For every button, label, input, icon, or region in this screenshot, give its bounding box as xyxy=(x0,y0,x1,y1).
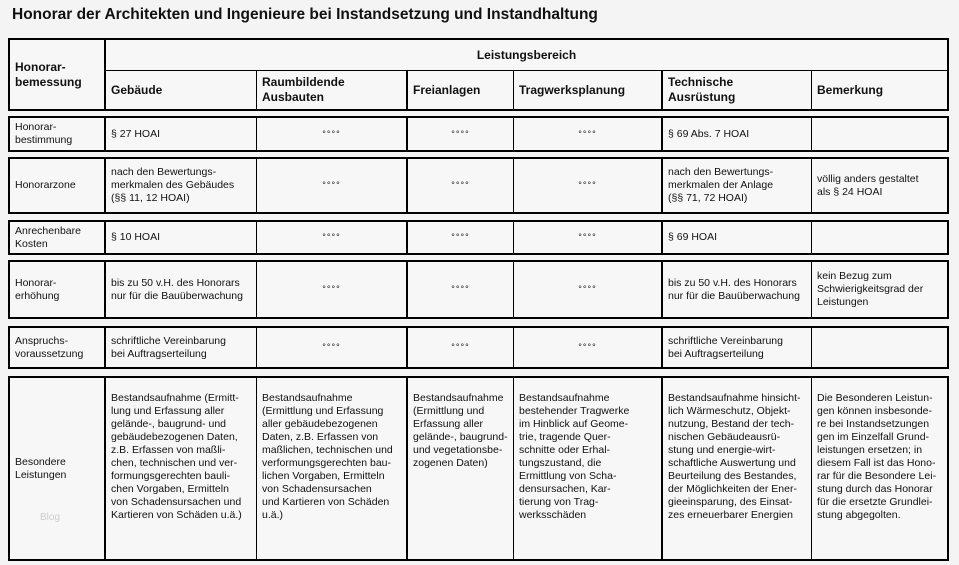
table-cell: Bestandsaufnahme (Ermittlung und Erfassung aller gelände-, baugrund- und vegetationsbe- zogenen Daten) xyxy=(406,378,513,559)
page-title: Honorar der Architekten und Ingenieure bei Instandsetzung und Instandhaltung xyxy=(12,6,598,23)
table-cell: °°°° xyxy=(406,222,513,253)
table-cell: °°°° xyxy=(256,222,406,253)
table-cell xyxy=(811,222,947,253)
row-label-header: Honorar- bemessung xyxy=(10,40,106,109)
table-cell: nach den Bewertungs- merkmalen der Anlage (§§ 71, 72 HOAI) xyxy=(661,159,811,212)
table-cell xyxy=(811,328,947,367)
table-cell: °°°° xyxy=(513,118,661,150)
table-cell: °°°° xyxy=(406,262,513,317)
table-cell: Bestandsaufnahme (Ermittlung und Erfassung aller gebäudebezogenen Daten, z.B. Erfassen von maßlichen, technischen und verformungsgerechten bau- lichen Vorgaben, Ermitteln von Schadensursachen und Kartieren von Schäden u.ä.) xyxy=(256,378,406,559)
table-cell: Die Besonderen Leistun- gen können insbesonde- re bei Instandsetzungen gen im Einzelfall Grund- leistungen ersetzen; in diesem Fall ist das Hono- rar für die Besondere Lei- stung durch das Honorar für die ersetzte Grundlei- stung abgegolten. xyxy=(811,378,947,559)
watermark: Blog xyxy=(40,512,61,523)
table-cell: Bestandsaufnahme (Ermitt- lung und Erfassung aller gelände-, baugrund- und gebäudebezogenen Daten, z.B. Erfassen von maßli- chen, technischen und ver- formungsgerechten bauli- chen Vorgaben, Ermitteln von Schadensursachen und Kartieren von Schäden u.ä.) xyxy=(111,392,242,521)
table-cell: § 27 HOAI xyxy=(111,127,161,140)
table-cell: § 10 HOAI xyxy=(111,231,161,243)
table-cell: völlig anders gestaltet als § 24 HOAI xyxy=(811,159,947,212)
table-cell: bis zu 50 v.H. des Honorars nur für die Bauüberwachung xyxy=(111,276,243,302)
table-cell: °°°° xyxy=(513,262,661,317)
table-cell: Bestandsaufnahme bestehender Tragwerke im Hinblick auf Geome- trie, tragende Quer- schnitte oder Erhal- tungszustand, die Ermittlung von Scha- densursachen, Kar- tierung von Trag- werksschäden xyxy=(513,378,661,559)
column-header: Bemerkung xyxy=(811,71,947,109)
group-header: Leistungsbereich xyxy=(106,40,947,71)
table-header xyxy=(8,38,949,111)
table-cell xyxy=(811,118,947,150)
table-row xyxy=(8,326,949,369)
table-row xyxy=(8,157,949,214)
row-label: Honorarzone xyxy=(10,159,106,212)
table-cell: °°°° xyxy=(256,118,406,150)
column-header: Raumbildende Ausbauten xyxy=(256,71,406,109)
table-cell: °°°° xyxy=(513,222,661,253)
table-cell: °°°° xyxy=(256,328,406,367)
table-cell: °°°° xyxy=(256,159,406,212)
table-row xyxy=(8,376,949,561)
table-cell: bis zu 50 v.H. des Honorars nur für die Bauüberwachung xyxy=(661,262,811,317)
table-cell: § 69 Abs. 7 HOAI xyxy=(661,118,811,150)
row-label: Honorar- bestimmung xyxy=(10,118,106,150)
column-header: Tragwerksplanung xyxy=(513,71,661,109)
table-cell: °°°° xyxy=(513,159,661,212)
row-label: Anspruchs- voraussetzung xyxy=(10,328,106,367)
table-row xyxy=(8,116,949,152)
table-row xyxy=(8,220,949,255)
column-header: Technische Ausrüstung xyxy=(661,71,811,109)
table-cell: § 69 HOAI xyxy=(661,222,811,253)
table-cell: °°°° xyxy=(406,328,513,367)
table-cell: schriftliche Vereinbarung bei Auftragserteilung xyxy=(111,334,226,360)
table-cell: kein Bezug zum Schwierigkeitsgrad der Leistungen xyxy=(811,262,947,317)
row-label: Anrechenbare Kosten xyxy=(10,222,106,253)
table-cell: schriftliche Vereinbarung bei Auftragserteilung xyxy=(661,328,811,367)
row-label: Besondere Leistungen xyxy=(10,378,106,559)
column-header: Gebäude xyxy=(111,82,163,97)
table-cell: °°°° xyxy=(406,159,513,212)
table-cell: Bestandsaufnahme hinsicht- lich Wärmeschutz, Objekt- nutzung, Bestand der tech- nischen Gebäudeausrü- stung und energie-wirt- schaftliche Auswertung und Beurteilung des Bestandes, der Möglichkeiten der Ener- gieeinsparung, des Einsat- zes erneuerbarer Energien xyxy=(661,378,811,559)
table-cell: °°°° xyxy=(513,328,661,367)
column-header: Freianlagen xyxy=(406,71,513,109)
table-cell: nach den Bewertungs- merkmalen des Gebäudes (§§ 11, 12 HOAI) xyxy=(111,166,235,204)
row-label: Honorar- erhöhung xyxy=(10,262,106,317)
table-row xyxy=(8,260,949,319)
table-cell: °°°° xyxy=(256,262,406,317)
table-cell: °°°° xyxy=(406,118,513,150)
